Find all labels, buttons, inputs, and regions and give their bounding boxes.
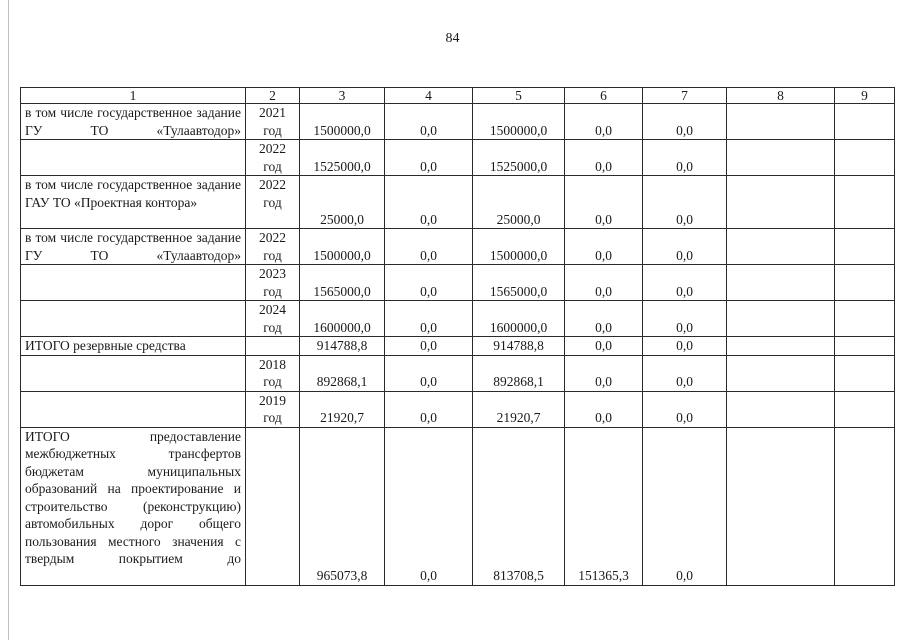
table-row: [21, 140, 895, 176]
header-cell: 2: [246, 88, 300, 104]
table-row: [21, 391, 895, 427]
value-cell: 1600000,0: [300, 301, 385, 337]
value-cell: 1500000,0: [473, 104, 565, 140]
year-cell: 2018 год: [246, 355, 300, 391]
value-cell: 0,0: [565, 301, 643, 337]
value-cell: 914788,8: [300, 337, 385, 356]
value-cell: 0,0: [385, 176, 473, 229]
value-cell: 0,0: [643, 337, 727, 356]
value-cell: 0,0: [385, 229, 473, 265]
value-cell: [727, 140, 835, 176]
year-cell: 2024 год: [246, 301, 300, 337]
value-cell: [727, 176, 835, 229]
value-cell: 151365,3: [565, 427, 643, 585]
year-cell: 2021 год: [246, 104, 300, 140]
description-cell: [21, 355, 246, 391]
value-cell: 0,0: [565, 104, 643, 140]
value-cell: 1500000,0: [300, 229, 385, 265]
value-cell: [727, 301, 835, 337]
description-cell: [21, 140, 246, 176]
budget-table: [20, 87, 895, 586]
value-cell: [835, 391, 895, 427]
value-cell: 0,0: [385, 301, 473, 337]
value-cell: [835, 140, 895, 176]
description-cell: в том числе государственное задание ГУ ТО «Тулаавтодор»: [21, 104, 246, 140]
value-cell: [727, 355, 835, 391]
year-cell: 2022 год: [246, 140, 300, 176]
value-cell: 21920,7: [473, 391, 565, 427]
value-cell: 1600000,0: [473, 301, 565, 337]
table-row: [21, 337, 895, 356]
value-cell: 0,0: [565, 355, 643, 391]
year-cell: 2019 год: [246, 391, 300, 427]
left-margin-line: [8, 0, 9, 640]
value-cell: 0,0: [385, 265, 473, 301]
value-cell: 0,0: [385, 427, 473, 585]
year-cell: [246, 427, 300, 585]
table-row: [21, 427, 895, 585]
value-cell: 0,0: [565, 391, 643, 427]
value-cell: 0,0: [385, 337, 473, 356]
value-cell: [835, 301, 895, 337]
value-cell: 0,0: [565, 229, 643, 265]
value-cell: 0,0: [643, 176, 727, 229]
value-cell: [727, 337, 835, 356]
value-cell: 813708,5: [473, 427, 565, 585]
value-cell: 1500000,0: [473, 229, 565, 265]
year-cell: [246, 337, 300, 356]
value-cell: 0,0: [643, 229, 727, 265]
value-cell: 21920,7: [300, 391, 385, 427]
year-cell: 2022 год: [246, 229, 300, 265]
header-cell: 1: [21, 88, 246, 104]
value-cell: [835, 355, 895, 391]
description-cell: в том числе государственное задание ГУ ТО «Тулаавтодор»: [21, 229, 246, 265]
table-row: [21, 355, 895, 391]
value-cell: 0,0: [643, 301, 727, 337]
header-cell: 8: [727, 88, 835, 104]
value-cell: 0,0: [643, 140, 727, 176]
header-cell: 5: [473, 88, 565, 104]
value-cell: [835, 265, 895, 301]
value-cell: 1565000,0: [300, 265, 385, 301]
value-cell: 0,0: [565, 176, 643, 229]
year-cell: 2023 год: [246, 265, 300, 301]
page-number: 84: [445, 31, 460, 46]
value-cell: 914788,8: [473, 337, 565, 356]
value-cell: 0,0: [643, 427, 727, 585]
value-cell: [835, 337, 895, 356]
value-cell: 0,0: [643, 104, 727, 140]
value-cell: 0,0: [385, 140, 473, 176]
table-row: [21, 104, 895, 140]
value-cell: [835, 427, 895, 585]
value-cell: 0,0: [643, 355, 727, 391]
value-cell: 1525000,0: [473, 140, 565, 176]
value-cell: [835, 176, 895, 229]
table-row: [21, 301, 895, 337]
value-cell: 892868,1: [473, 355, 565, 391]
header-cell: 9: [835, 88, 895, 104]
value-cell: 0,0: [385, 391, 473, 427]
value-cell: [727, 104, 835, 140]
value-cell: [727, 265, 835, 301]
value-cell: [727, 427, 835, 585]
value-cell: 892868,1: [300, 355, 385, 391]
year-cell: 2022 год: [246, 176, 300, 229]
description-cell: в том числе государственное задание ГАУ ТО «Проектная контора»: [21, 176, 246, 229]
value-cell: [835, 229, 895, 265]
value-cell: [727, 229, 835, 265]
value-cell: 25000,0: [473, 176, 565, 229]
table-row: [21, 229, 895, 265]
value-cell: 0,0: [565, 265, 643, 301]
value-cell: [835, 104, 895, 140]
description-cell: [21, 265, 246, 301]
value-cell: 0,0: [643, 391, 727, 427]
header-cell: 3: [300, 88, 385, 104]
value-cell: 0,0: [565, 140, 643, 176]
value-cell: 25000,0: [300, 176, 385, 229]
value-cell: 0,0: [565, 337, 643, 356]
header-cell: 4: [385, 88, 473, 104]
value-cell: 1500000,0: [300, 104, 385, 140]
header-cell: 7: [643, 88, 727, 104]
description-cell: ИТОГО резервные средства: [21, 337, 246, 356]
value-cell: 0,0: [643, 265, 727, 301]
value-cell: 965073,8: [300, 427, 385, 585]
header-cell: 6: [565, 88, 643, 104]
value-cell: 1525000,0: [300, 140, 385, 176]
header-row: [21, 88, 895, 104]
description-cell: [21, 301, 246, 337]
value-cell: 0,0: [385, 355, 473, 391]
table-row: [21, 265, 895, 301]
table-row: [21, 176, 895, 229]
value-cell: 1565000,0: [473, 265, 565, 301]
value-cell: 0,0: [385, 104, 473, 140]
value-cell: [727, 391, 835, 427]
description-cell: [21, 391, 246, 427]
description-cell: ИТОГО предоставление межбюджетных трансфертов бюджетам муниципальных образований на проектирование и строительство (реконструкцию) автомобильных дорог общего пользования местного значения с твердым покрытием до: [21, 427, 246, 585]
